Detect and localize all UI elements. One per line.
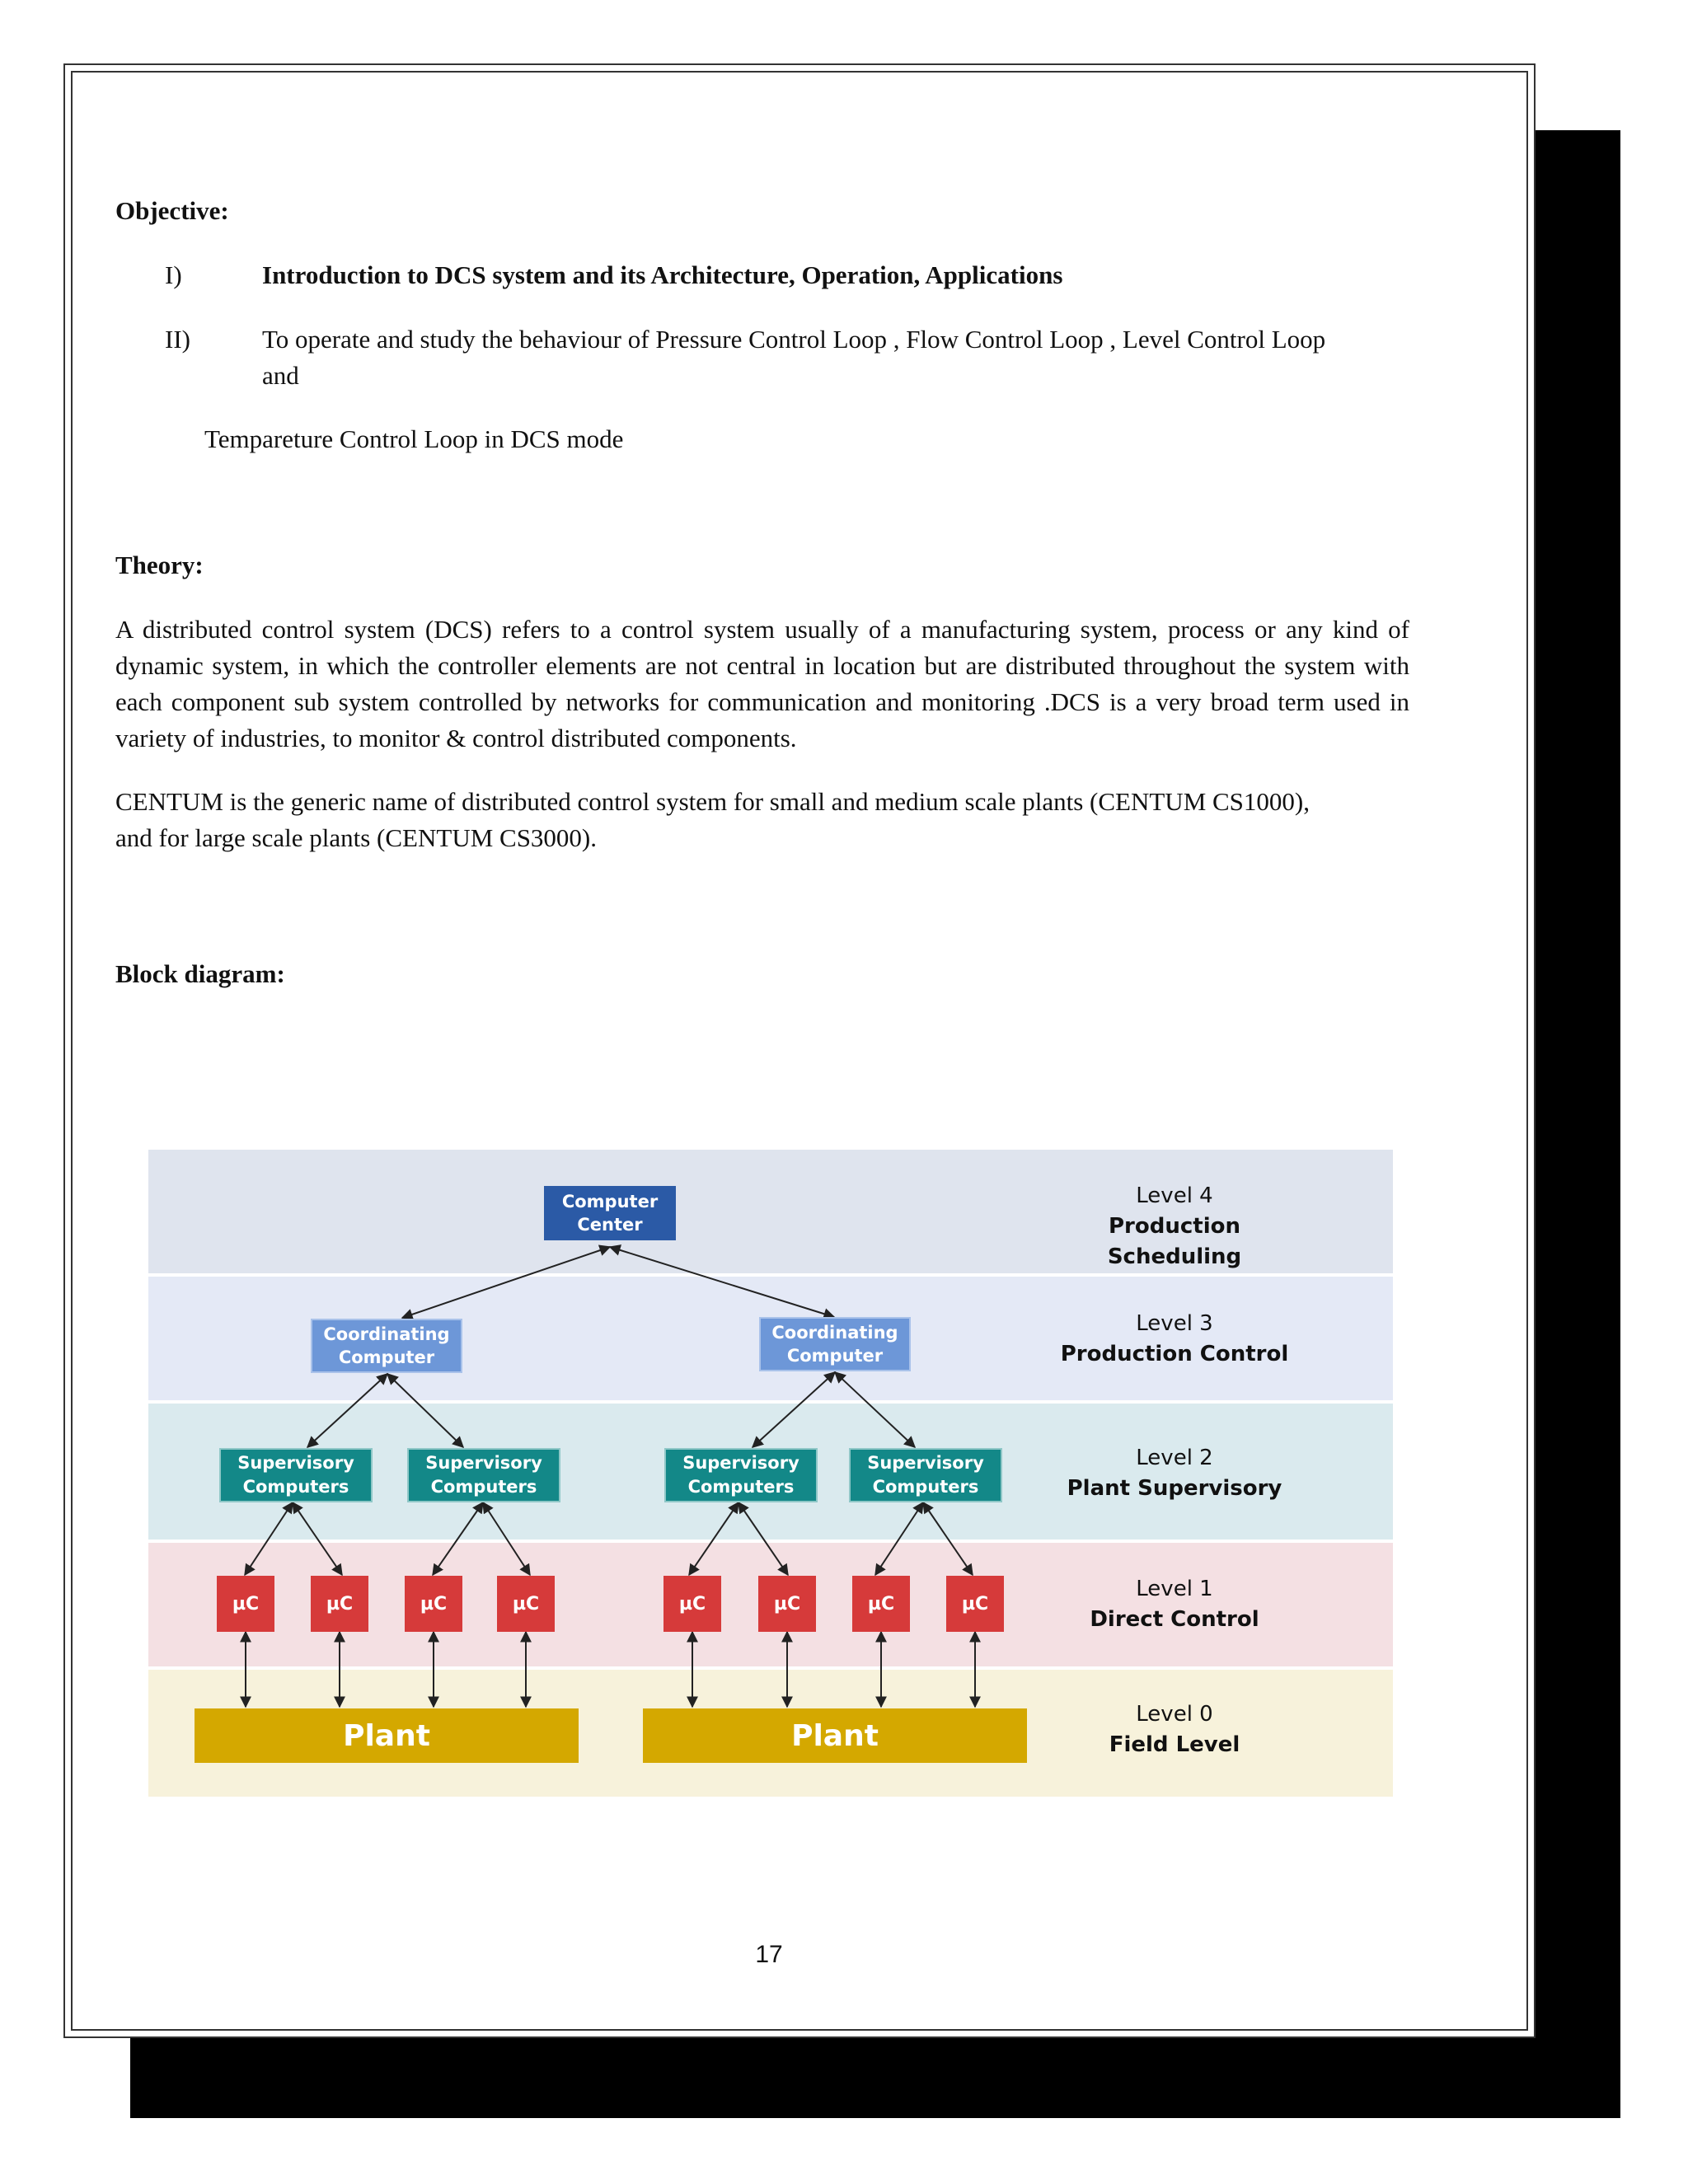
theory-paragraph-2-line1: CENTUM is the generic name of distributed control system for small and medium scale plants (CENTUM CS1000), [115,787,1310,816]
level-3-number: Level 3 [1136,1311,1213,1336]
connector-supervisory-4-uc-7 [875,1502,923,1575]
uc-box-3: µC [405,1576,462,1632]
objective-heading: Objective: [115,196,229,225]
coordinating-computer-left [311,1319,462,1373]
supervisory-2-line1: Supervisory [425,1453,542,1473]
coordinating-left-line2: Computer [338,1347,435,1367]
objective-continuation: Tempareture Control Loop in DCS mode [204,424,624,453]
supervisory-3-line2: Computers [687,1477,795,1497]
supervisory-4-line2: Computers [872,1477,979,1497]
level-1-number: Level 1 [1136,1577,1213,1601]
supervisory-3-line1: Supervisory [682,1453,799,1473]
uc-box-2: µC [311,1576,368,1632]
supervisory-1-line1: Supervisory [237,1453,354,1473]
uc-box-5: µC [663,1576,721,1632]
level-4-label [1039,1181,1311,1272]
level-2-number: Level 2 [1136,1446,1213,1470]
computer-center-box [544,1186,676,1240]
uc-box-7: µC [852,1576,910,1632]
level-1-label [1039,1574,1311,1635]
uc-box-1: µC [217,1576,274,1632]
objective-item-2-text-line1: To operate and study the behaviour of Pressure Control Loop , Flow Control Loop , Level Control Loop [262,325,1326,354]
block-diagram-heading: Block diagram: [115,959,285,988]
supervisory-1-line2: Computers [242,1477,349,1497]
supervisory-2-line2: Computers [430,1477,537,1497]
level-2-name: Plant Supervisory [1067,1476,1282,1501]
page-number: 17 [755,1941,783,1968]
supervisory-computers-3 [664,1448,818,1502]
theory-heading: Theory: [115,551,204,579]
coordinating-right-line1: Coordinating [771,1323,898,1343]
level-0-name: Field Level [1109,1732,1240,1757]
connector-supervisory-2-uc-3 [433,1502,483,1575]
objective-item-1-text: Introduction to DCS system and its Architecture, Operation, Applications [262,260,1063,289]
theory-paragraph-2-line2: and for large scale plants (CENTUM CS3000). [115,823,598,852]
plant-box-left: Plant [195,1708,579,1763]
connector-supervisory-2-uc-4 [483,1502,530,1575]
connector-coordinating-right-supervisory-4 [835,1372,915,1447]
supervisory-computers-4 [849,1448,1002,1502]
level-4-number: Level 4 [1136,1183,1213,1208]
connector-coordinating-left-supervisory-1 [307,1374,387,1447]
coordinating-computer-right [759,1317,911,1371]
uc-box-8: µC [946,1576,1004,1632]
connector-supervisory-4-uc-8 [923,1502,973,1575]
page-shadow-bottom [130,2032,1620,2118]
coordinating-left-line1: Coordinating [323,1324,450,1344]
computer-center-line2: Center [577,1215,643,1235]
level-2-label [1039,1443,1311,1504]
computer-center-line1: Computer [561,1192,659,1212]
supervisory-computers-1 [219,1448,373,1502]
objective-item-1-number: I) [165,260,182,289]
dcs-hierarchy-diagram [148,1150,1393,1797]
coordinating-right-line2: Computer [786,1346,884,1366]
level-3-name: Production Control [1060,1342,1289,1366]
connector-coordinating-right-supervisory-3 [753,1372,835,1447]
connector-supervisory-1-uc-2 [293,1502,342,1575]
connector-supervisory-1-uc-1 [245,1502,293,1575]
uc-box-4: µC [497,1576,555,1632]
page-shadow-right [1530,130,1620,2118]
level-3-label [1039,1309,1311,1370]
connector-center-coordinating-left [402,1247,610,1318]
level-4-name: Production Scheduling [1107,1214,1242,1269]
level-0-label [1039,1699,1311,1760]
connector-supervisory-3-uc-6 [738,1502,788,1575]
objective-item-2-number: II) [165,325,190,354]
connector-coordinating-left-supervisory-2 [387,1374,463,1447]
connector-center-coordinating-right [610,1247,834,1317]
connector-supervisory-3-uc-5 [689,1502,738,1575]
plant-box-right: Plant [643,1708,1027,1763]
theory-paragraph-1: A distributed control system (DCS) refers to a control system usually of a manufacturing system, process or any kind of dynamic system, in which the controller elements are not central in location but are distributed throughout the system with each component sub system controlled by networks for communication and monitoring .DCS is a very broad term used in variety of industries, to monitor & control distributed components. [115,615,1409,752]
objective-item-2-text-line2: and [262,361,299,390]
supervisory-4-line1: Supervisory [867,1453,984,1473]
level-1-name: Direct Control [1090,1607,1259,1632]
supervisory-computers-2 [407,1448,560,1502]
level-0-number: Level 0 [1136,1702,1213,1727]
uc-box-6: µC [758,1576,816,1632]
